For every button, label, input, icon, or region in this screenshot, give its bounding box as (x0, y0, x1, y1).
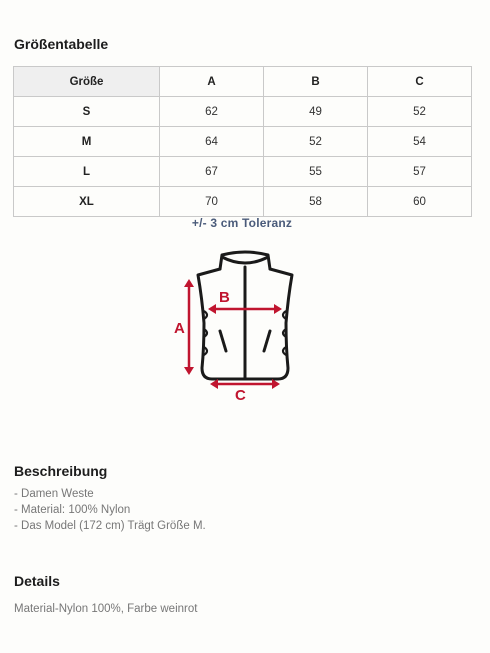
measure-b: 52 (264, 127, 368, 157)
header-a: A (160, 67, 264, 97)
header-size: Größe (14, 67, 160, 97)
label-a: A (174, 320, 185, 337)
description-title: Beschreibung (14, 463, 108, 479)
size-table (13, 66, 472, 217)
measure-b: 58 (264, 187, 368, 217)
table-header-row (14, 67, 472, 97)
list-item: - Damen Weste (14, 488, 94, 500)
size-label: XL (14, 187, 160, 217)
tolerance-note: +/- 3 cm Toleranz (191, 216, 293, 230)
measure-a: 62 (160, 97, 264, 127)
details-title: Details (14, 573, 60, 589)
header-c: C (368, 67, 472, 97)
measure-c: 54 (368, 127, 472, 157)
list-item: - Das Model (172 cm) Trägt Größe M. (14, 520, 206, 532)
table-row (14, 157, 472, 187)
table-row (14, 127, 472, 157)
list-item: - Material: 100% Nylon (14, 504, 131, 516)
measure-c: 57 (368, 157, 472, 187)
vest-outline-icon (198, 252, 292, 379)
measure-a: 64 (160, 127, 264, 157)
measure-a-arrow (184, 279, 194, 375)
measure-a: 70 (160, 187, 264, 217)
header-b: B (264, 67, 368, 97)
measure-a: 67 (160, 157, 264, 187)
table-row (14, 187, 472, 217)
details-text: Material-Nylon 100%, Farbe weinrot (14, 603, 198, 615)
table-row (14, 97, 472, 127)
vest-diagram (168, 243, 318, 403)
measure-c: 52 (368, 97, 472, 127)
description-list (14, 486, 206, 534)
size-label: M (14, 127, 160, 157)
measure-b: 55 (264, 157, 368, 187)
label-c: C (235, 387, 246, 403)
size-label: L (14, 157, 160, 187)
measure-b: 49 (264, 97, 368, 127)
size-chart-title: Größentabelle (14, 36, 109, 52)
measure-c: 60 (368, 187, 472, 217)
size-label: S (14, 97, 160, 127)
label-b: B (219, 289, 230, 306)
